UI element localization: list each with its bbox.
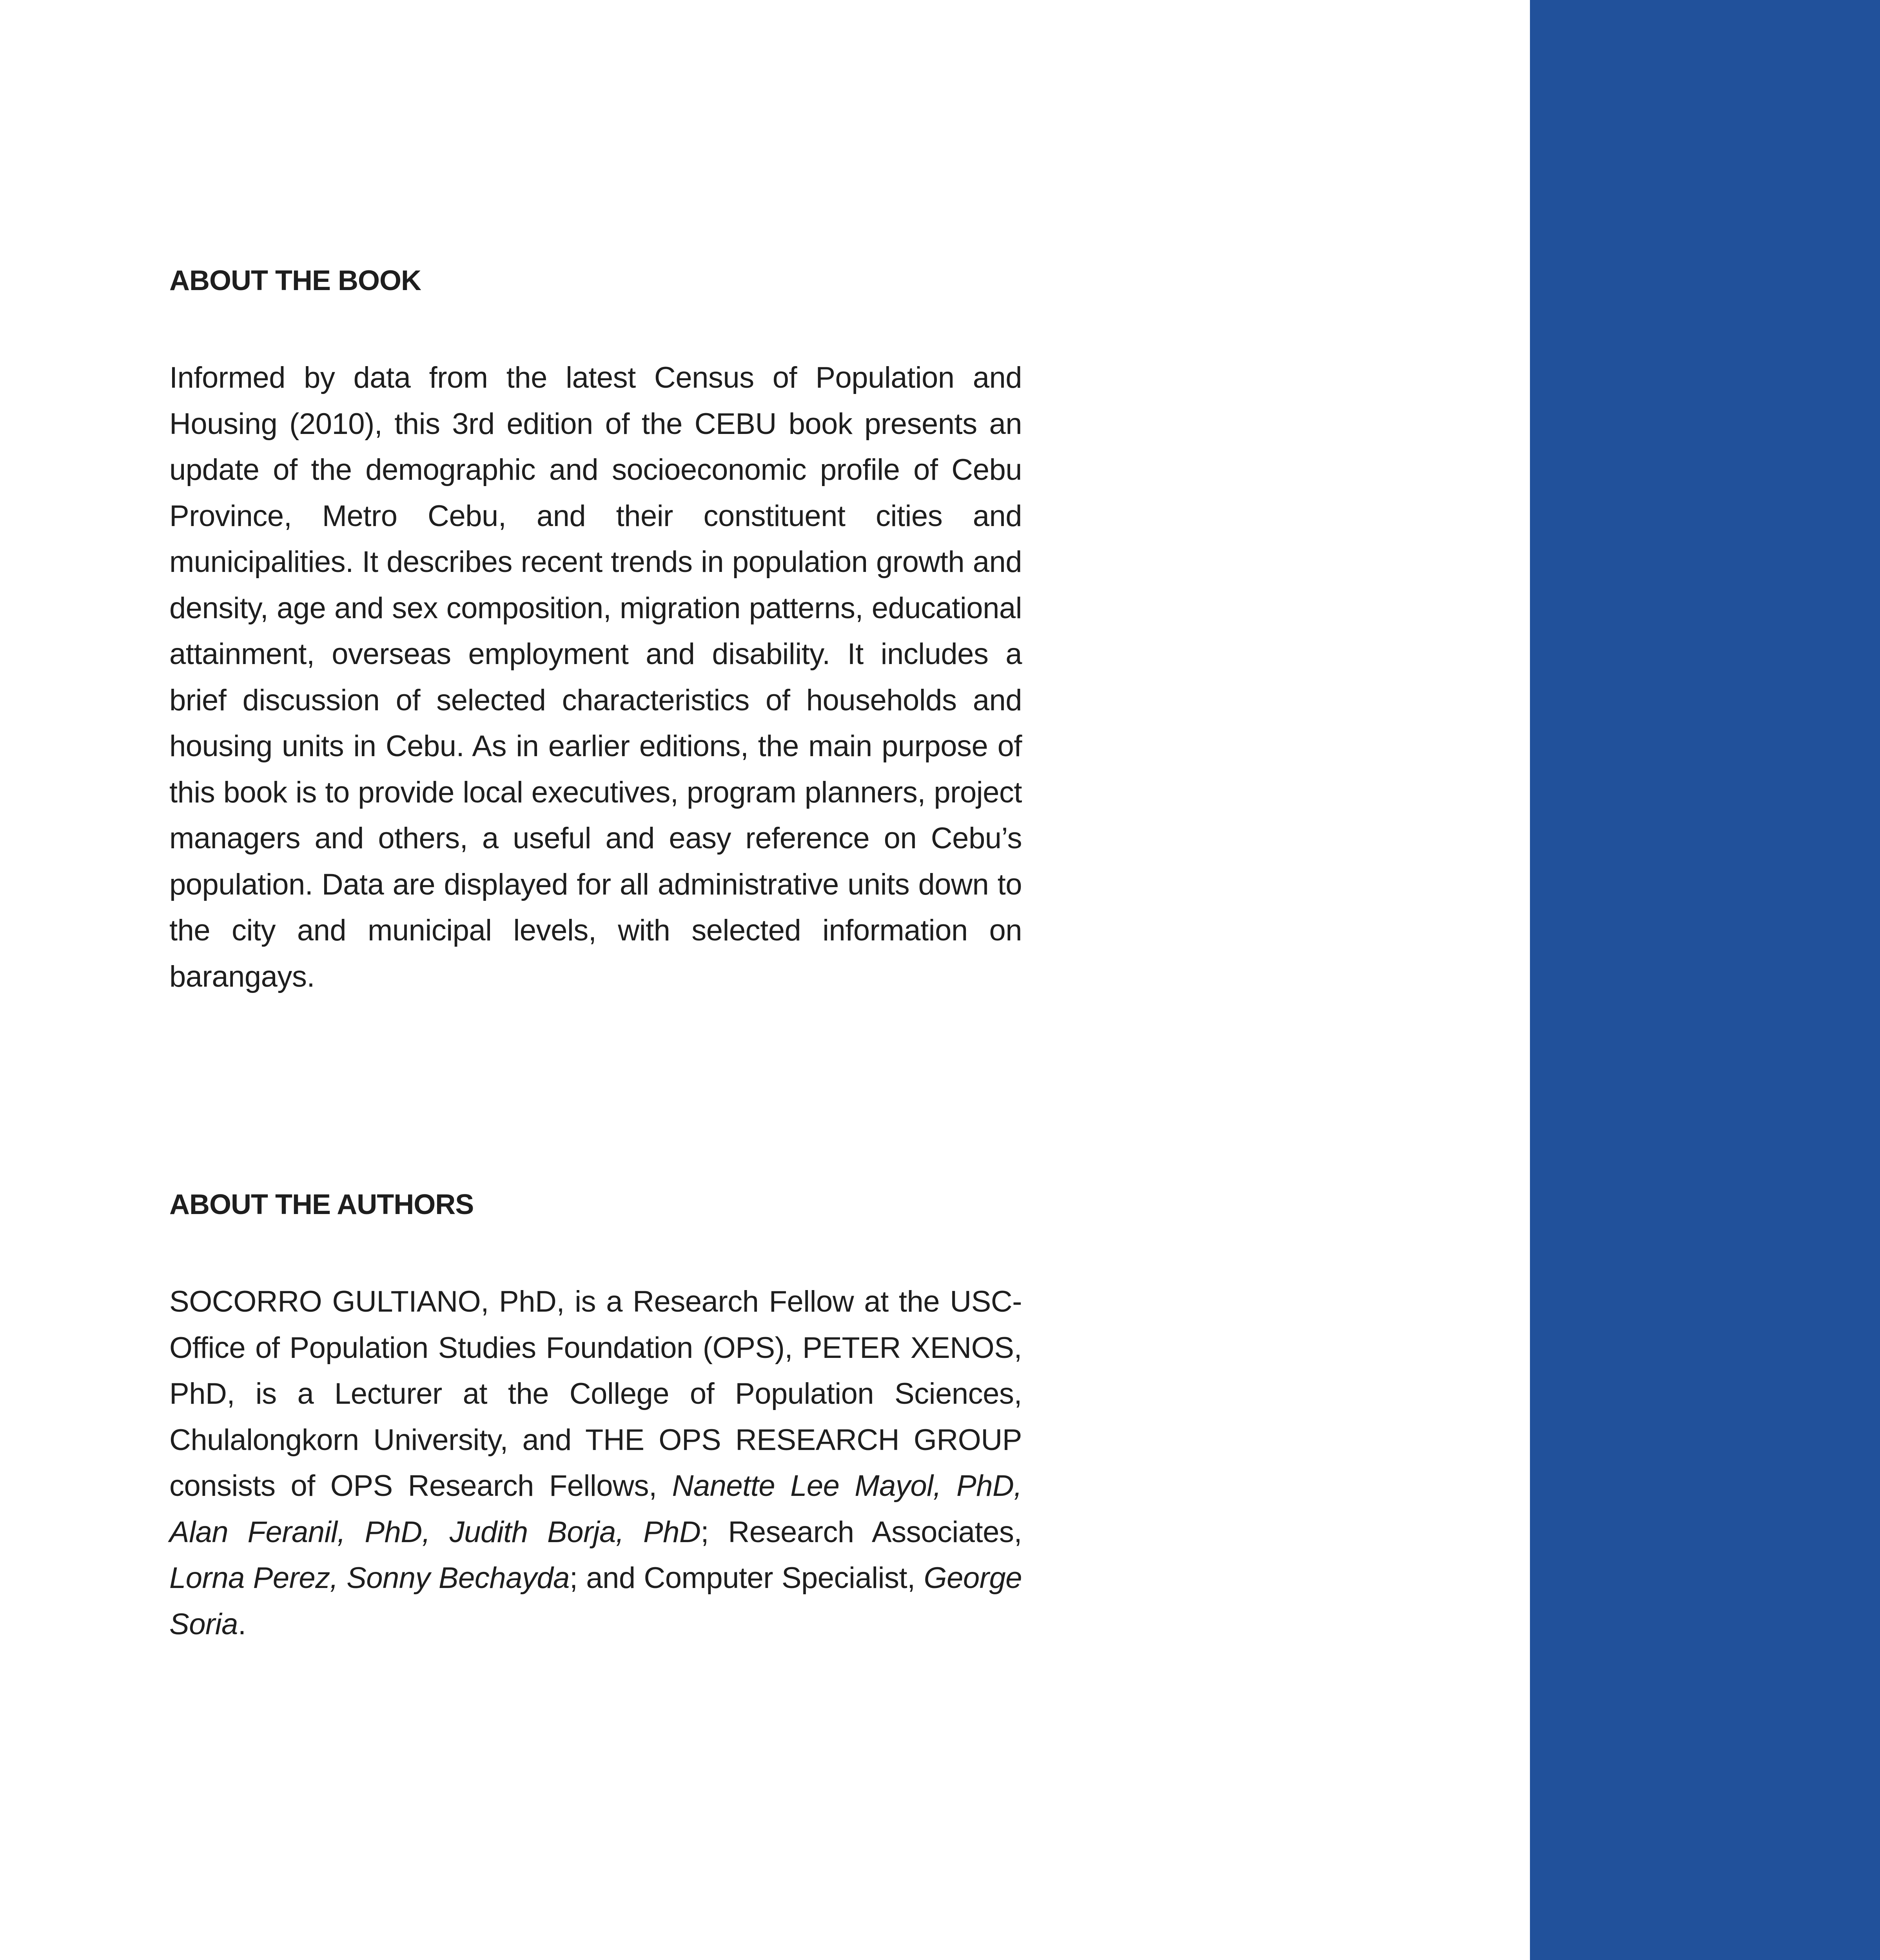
- about-book-text: Informed by data from the latest Census of Population and Housing (2010), this 3rd edition of the CEBU book presents an update of the demographic and socioeconomic profile of Cebu Province, Metro Cebu, and their constituent cities and municipalities. It describes recent trends in population growth and density, age and sex composition, migration patterns, educational attainment, overseas employment and disability. It includes a brief discussion of selected characteristics of households and housing units in Cebu. As in earlier editions, the main purpose of this book is to provide local executives, program planners, project managers and others, a useful and easy reference on Cebu’s population. Data are displayed for all administrative units down to the city and municipal levels, with selected information on barangays.: [169, 361, 1022, 993]
- specialist-label: ; and Computer Specialist,: [569, 1561, 924, 1595]
- authors-intro: SOCORRO GULTIANO, PhD, is a Research Fellow at the USC-Office of Population Studies Foundation (OPS), PETER XENOS, PhD, is a Lecturer at the College of Population Sciences, Chulalongkorn University, and THE OPS RESEARCH GROUP consists of OPS Research Fellows,: [169, 1285, 1022, 1503]
- authors-end: .: [238, 1607, 246, 1641]
- about-book-heading: ABOUT THE BOOK: [169, 265, 421, 296]
- associates-label: ; Research Associates,: [700, 1515, 1022, 1549]
- computer-specialist-name: George Soria: [169, 1561, 1022, 1641]
- about-authors-heading: ABOUT THE AUTHORS: [169, 1189, 474, 1220]
- about-authors-text: [169, 1279, 1022, 1647]
- research-associates-names: Lorna Perez, Sonny Bechayda: [169, 1561, 570, 1595]
- research-fellows-names: Nanette Lee Mayol, PhD, Alan Feranil, PhD, Judith Borja, PhD: [169, 1469, 1022, 1549]
- spine-band: [1530, 0, 1880, 1960]
